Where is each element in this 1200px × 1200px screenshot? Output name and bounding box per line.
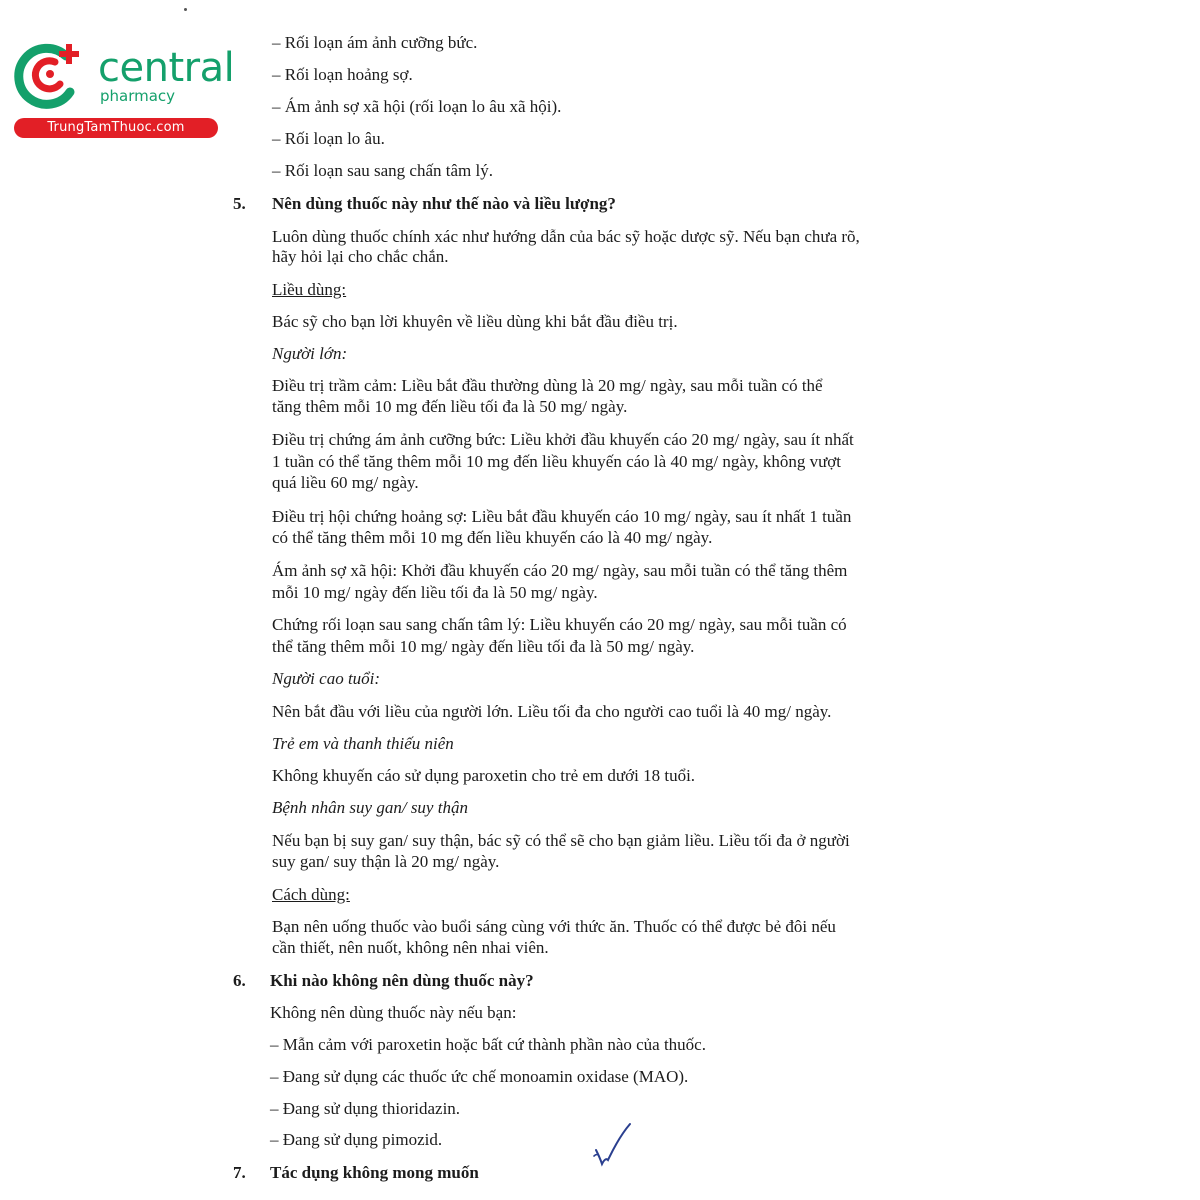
paragraph-line: Bạn nên uống thuốc vào buổi sáng cùng với thức ăn. Thuốc có thể được bẻ đôi nếu: [272, 917, 836, 936]
subheading-renal: Bệnh nhân suy gan/ suy thận: [272, 798, 468, 817]
logo-url-badge: TrungTamThuoc.com: [14, 118, 218, 138]
section-number: 5.: [233, 194, 246, 213]
logo-name: central: [98, 45, 235, 91]
bullet-line: – Đang sử dụng pimozid.: [270, 1130, 443, 1149]
paragraph-line: Ám ảnh sợ xã hội: Khởi đầu khuyến cáo 20 mg/ ngày, sau mỗi tuần có thể tăng thêm: [272, 561, 848, 580]
section-heading: Khi nào không nên dùng thuốc này?: [270, 971, 534, 990]
section-heading: Tác dụng không mong muốn: [270, 1163, 479, 1182]
bullet-line: – Rối loạn lo âu.: [272, 129, 385, 148]
subheading-usage: Cách dùng:: [272, 885, 350, 904]
subheading-elderly: Người cao tuổi:: [272, 669, 381, 688]
paragraph-line: Luôn dùng thuốc chính xác như hướng dẫn của bác sỹ hoặc dược sỹ. Nếu bạn chưa rõ,: [272, 227, 860, 246]
section-heading: Nên dùng thuốc này như thế nào và liều lượng?: [272, 194, 616, 213]
subheading-adults: Người lớn:: [272, 344, 348, 363]
paragraph-line: Điều trị chứng ám ảnh cưỡng bức: Liều khởi đầu khuyến cáo 20 mg/ ngày, sau ít nhất: [272, 430, 854, 449]
paragraph-line: Không khuyến cáo sử dụng paroxetin cho trẻ em dưới 18 tuổi.: [272, 766, 696, 785]
paragraph-line: hãy hỏi lại cho chắc chắn.: [272, 247, 449, 266]
logo-subtitle: pharmacy: [100, 87, 176, 105]
paragraph-line: mỗi 10 mg/ ngày đến liều tối đa là 50 mg/ ngày.: [272, 583, 598, 602]
bullet-line: – Đang sử dụng các thuốc ức chế monoamin oxidase (MAO).: [270, 1067, 689, 1086]
paragraph-line: tăng thêm mỗi 10 mg đến liều tối đa là 50 mg/ ngày.: [272, 397, 628, 416]
section-number: 7.: [233, 1163, 246, 1182]
handwritten-checkmark-icon: [590, 1120, 635, 1175]
paragraph-line: 1 tuần có thể tăng thêm mỗi 10 mg đến liều khuyến cáo là 40 mg/ ngày, không vượt: [272, 452, 842, 471]
paragraph-line: Không nên dùng thuốc này nếu bạn:: [270, 1003, 517, 1022]
bullet-line: – Đang sử dụng thioridazin.: [270, 1099, 461, 1118]
paragraph-line: suy gan/ suy thận là 20 mg/ ngày.: [272, 852, 500, 871]
bullet-line: – Rối loạn hoảng sợ.: [272, 65, 413, 84]
bullet-line: – Rối loạn sau sang chấn tâm lý.: [272, 161, 493, 180]
subheading-dosage: Liều dùng:: [272, 280, 347, 299]
paragraph-line: thể tăng thêm mỗi 10 mg/ ngày đến liều tối đa là 50 mg/ ngày.: [272, 637, 695, 656]
paragraph-line: quá liều 60 mg/ ngày.: [272, 473, 419, 492]
paragraph-line: cần thiết, nên nuốt, không nên nhai viên.: [272, 938, 549, 957]
paragraph-line: Bác sỹ cho bạn lời khuyên về liều dùng khi bắt đầu điều trị.: [272, 312, 678, 331]
section-number: 6.: [233, 971, 246, 990]
paragraph-line: Điều trị hội chứng hoảng sợ: Liều bắt đầu khuyến cáo 10 mg/ ngày, sau ít nhất 1 tuần: [272, 507, 852, 526]
bullet-line: – Mẫn cảm với paroxetin hoặc bất cứ thành phần nào của thuốc.: [270, 1035, 706, 1054]
paragraph-line: Nên bắt đầu với liều của người lớn. Liều tối đa cho người cao tuổi là 40 mg/ ngày.: [272, 702, 832, 721]
paragraph-line: có thể tăng thêm mỗi 10 mg đến liều khuyến cáo là 40 mg/ ngày.: [272, 528, 713, 547]
paragraph-line: Chứng rối loạn sau sang chấn tâm lý: Liều khuyến cáo 20 mg/ ngày, sau mỗi tuần có: [272, 615, 847, 634]
bullet-line: – Ám ảnh sợ xã hội (rối loạn lo âu xã hội).: [272, 97, 562, 116]
paragraph-line: Điều trị trầm cảm: Liều bắt đầu thường dùng là 20 mg/ ngày, sau mỗi tuần có thể: [272, 376, 823, 395]
pharmacy-cross-logo-icon: [10, 34, 90, 114]
bullet-line: – Rối loạn ám ảnh cưỡng bức.: [272, 33, 478, 52]
paragraph-line: Nếu bạn bị suy gan/ suy thận, bác sỹ có thể sẽ cho bạn giảm liều. Liều tối đa ở người: [272, 831, 850, 850]
scan-speck: [184, 8, 187, 11]
central-pharmacy-logo: [10, 34, 235, 139]
subheading-children: Trẻ em và thanh thiếu niên: [272, 734, 454, 753]
